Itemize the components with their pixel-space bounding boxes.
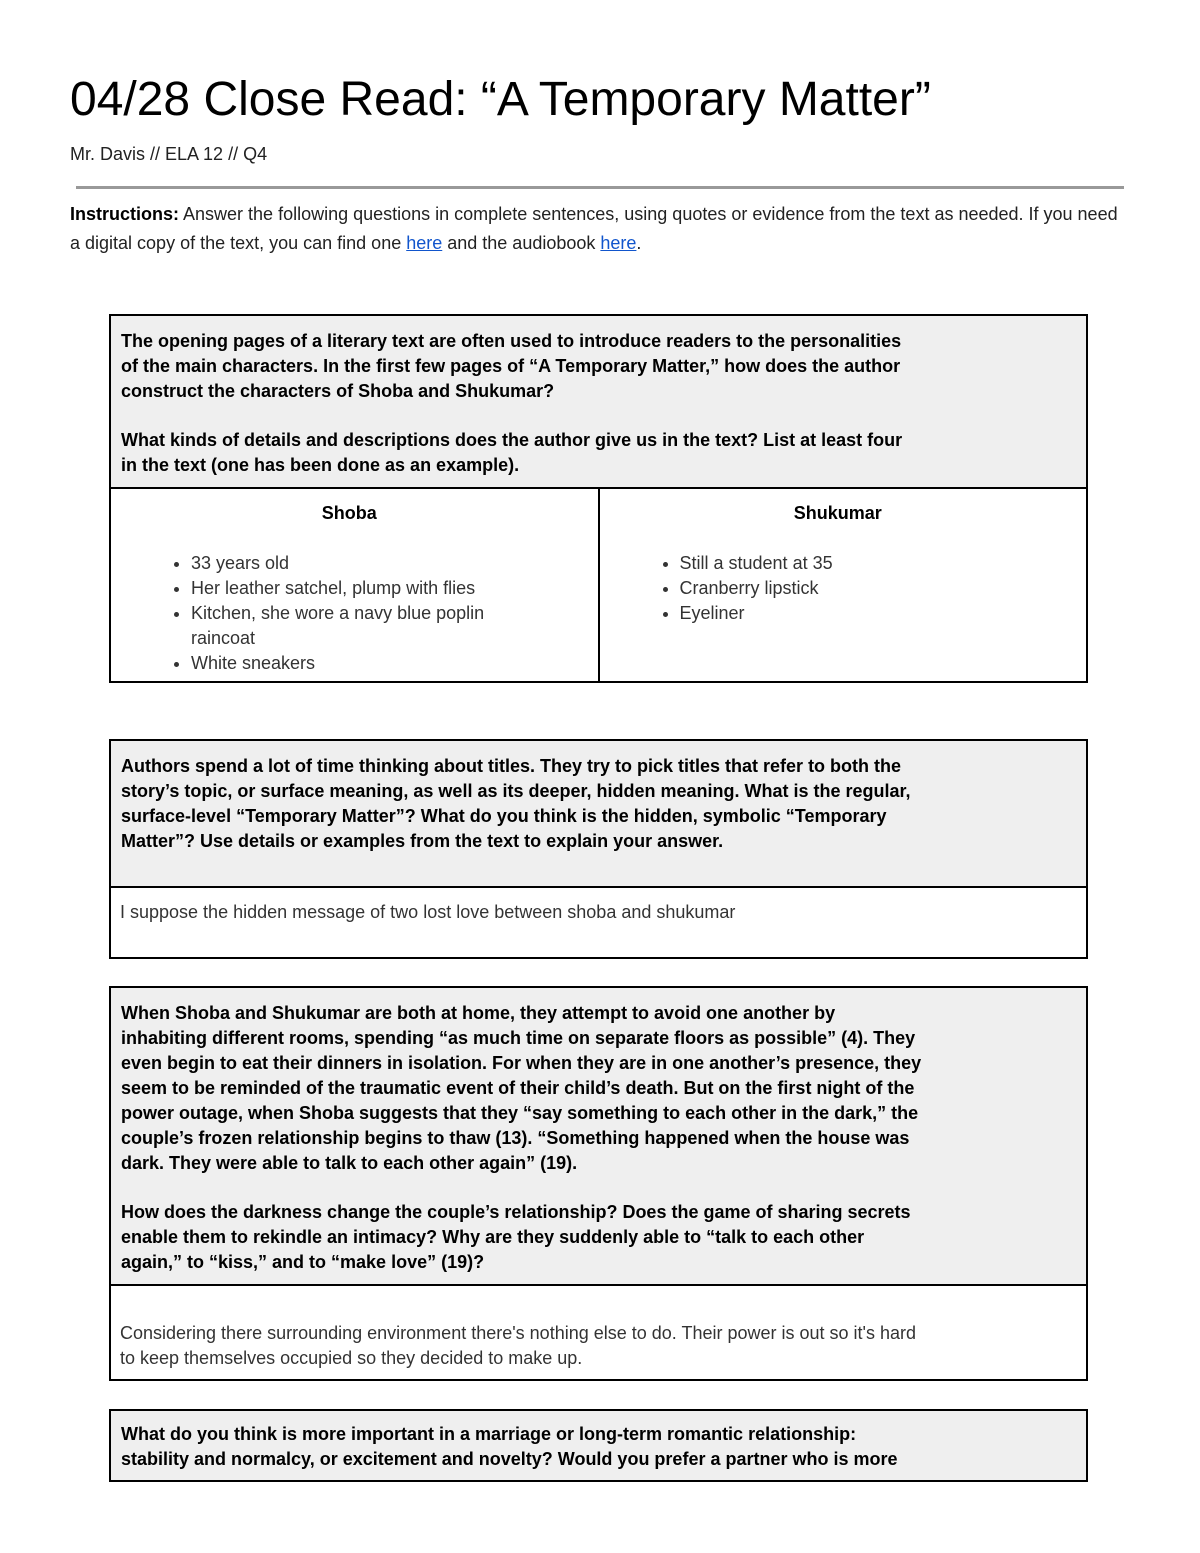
instructions-text: and the audiobook <box>442 233 601 253</box>
list-item: • Kitchen, she wore a navy blue poplin raincoat <box>191 601 588 651</box>
question-4-box <box>109 1409 1088 1482</box>
prompt-line: dark. They were able to talk to each other again” (19). <box>121 1153 578 1173</box>
prompt-line: surface-level “Temporary Matter”? What do you think is the hidden, symbolic “Temporary <box>121 806 887 826</box>
prompt-line: enable them to rekindle an intimacy? Why are they suddenly able to “talk to each other <box>121 1227 865 1247</box>
subtitle: Mr. Davis // ELA 12 // Q4 <box>70 144 268 164</box>
prompt-line: The opening pages of a literary text are often used to introduce readers to the personalities <box>121 331 902 351</box>
prompt-line: power outage, when Shoba suggests that they “say something to each other in the dark,” the <box>121 1103 919 1123</box>
list-item: • 33 years old <box>191 551 588 576</box>
answer-line: Considering there surrounding environment there's nothing else to do. Their power is out so it's hard <box>120 1323 916 1343</box>
prompt-line: construct the characters of Shoba and Shukumar? <box>121 381 555 401</box>
prompt-line: even begin to eat their dinners in isolation. For when they are in one another’s presence, they <box>121 1053 922 1073</box>
shukumar-column[interactable] <box>598 489 1087 683</box>
question-1-prompt <box>111 316 1086 489</box>
prompt-line: Authors spend a lot of time thinking about titles. They try to pick titles that refer to both the <box>121 756 902 776</box>
instructions <box>70 200 1130 258</box>
character-table <box>111 489 1086 683</box>
shoba-column[interactable] <box>111 489 598 683</box>
prompt-line: in the text (one has been done as an example). <box>121 455 520 475</box>
prompt-line: When Shoba and Shukumar are both at home, they attempt to avoid one another by <box>121 1003 836 1023</box>
instructions-text: Answer the following questions in complete sentences, using quotes or evidence from the text as needed. If you need a digital copy of the text, you can find one <box>70 204 1118 253</box>
prompt-line: What kinds of details and descriptions does the author give us in the text? List at least four <box>121 430 903 450</box>
horizontal-rule <box>76 186 1124 189</box>
answer-2[interactable]: I suppose the hidden message of two lost love between shoba and shukumar <box>120 902 736 922</box>
question-3-box <box>109 986 1088 1381</box>
list-item: • White sneakers <box>191 651 588 676</box>
prompt-line: inhabiting different rooms, spending “as much time on separate floors as possible” (4). They <box>121 1028 916 1048</box>
list-item: • Still a student at 35 <box>680 551 1077 576</box>
audiobook-link[interactable]: here <box>600 233 637 253</box>
instructions-label: Instructions: <box>70 204 180 224</box>
question-1-box <box>109 314 1088 683</box>
shoba-list <box>111 551 588 676</box>
list-item: • Eyeliner <box>680 601 1077 626</box>
question-4-prompt <box>111 1411 1086 1480</box>
prompt-line: stability and normalcy, or excitement and novelty? Would you prefer a partner who is more <box>121 1449 898 1469</box>
text-link[interactable]: here <box>406 233 443 253</box>
prompt-line: couple’s frozen relationship begins to thaw (13). “Something happened when the house was <box>121 1128 910 1148</box>
prompt-line: of the main characters. In the first few pages of “A Temporary Matter,” how does the author <box>121 356 901 376</box>
list-item: • Cranberry lipstick <box>680 576 1077 601</box>
question-2-prompt <box>111 741 1086 888</box>
shukumar-list <box>600 551 1077 626</box>
question-3-prompt <box>111 988 1086 1286</box>
question-2-box <box>109 739 1088 959</box>
prompt-line: What do you think is more important in a marriage or long-term romantic relationship: <box>121 1424 857 1444</box>
shoba-heading: Shoba <box>321 503 377 523</box>
prompt-line: again,” to “kiss,” and to “make love” (19)? <box>121 1252 485 1272</box>
prompt-line: Matter”? Use details or examples from the text to explain your answer. <box>121 831 724 851</box>
prompt-line: story’s topic, or surface meaning, as well as its deeper, hidden meaning. What is the regular, <box>121 781 911 801</box>
prompt-line: seem to be reminded of the traumatic event of their child’s death. But on the first night of the <box>121 1078 915 1098</box>
prompt-line: How does the darkness change the couple’s relationship? Does the game of sharing secrets <box>121 1202 911 1222</box>
list-item: • Her leather satchel, plump with flies <box>191 576 588 601</box>
answer-line: to keep themselves occupied so they decided to make up. <box>120 1348 583 1368</box>
instructions-text: . <box>636 233 642 253</box>
page-title: 04/28 Close Read: “A Temporary Matter” <box>70 73 931 126</box>
answer-3[interactable] <box>111 1286 1086 1371</box>
shukumar-heading: Shukumar <box>793 503 882 523</box>
